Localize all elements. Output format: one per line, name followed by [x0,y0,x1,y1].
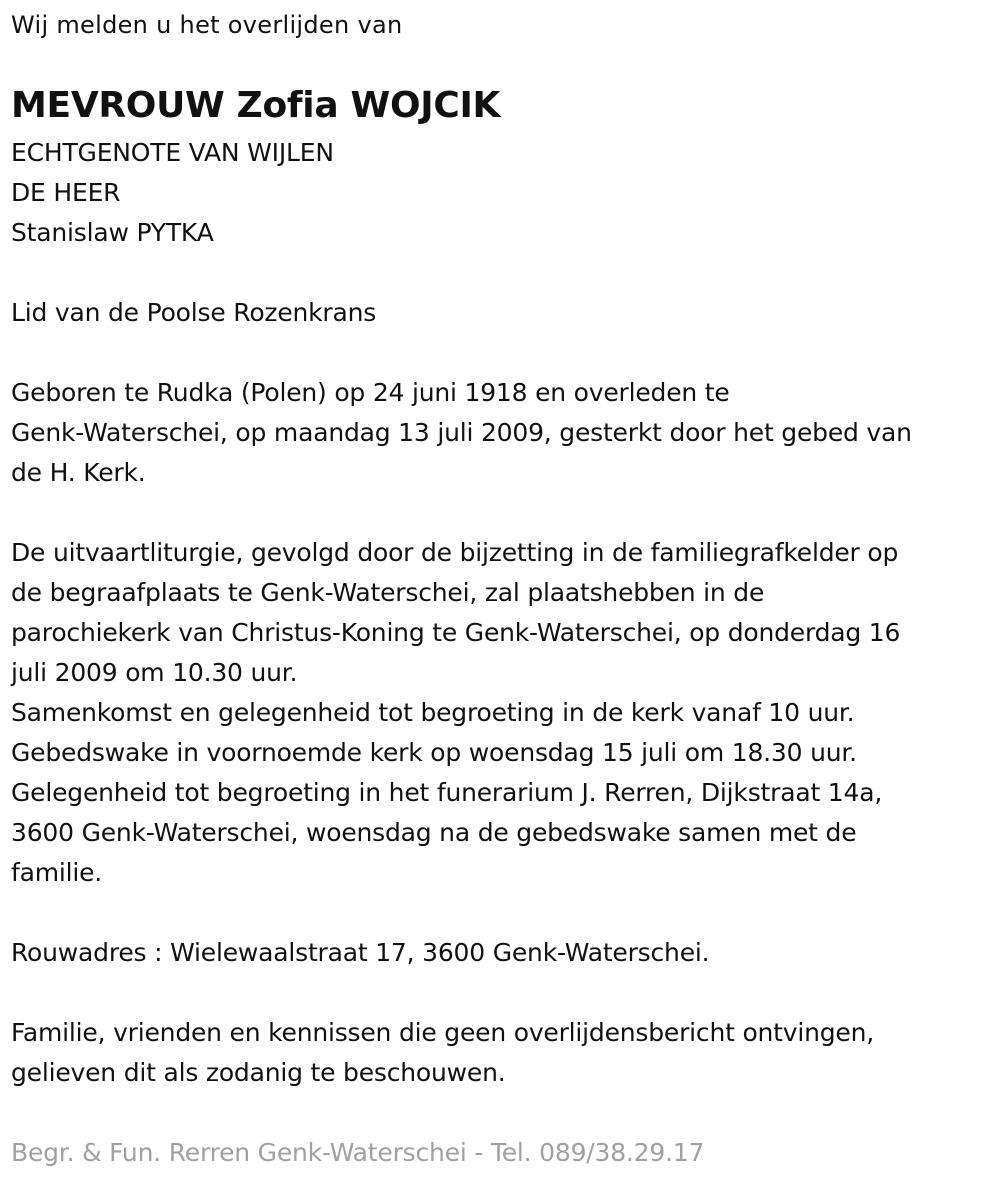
birth-death-block [11,373,912,493]
service-line: 3600 Genk-Waterschei, woensdag na de gebedswake samen met de [11,818,857,847]
birth-death-line: de H. Kerk. [11,458,146,487]
spouse-block [11,133,334,253]
birth-death-line: Genk-Waterschei, op maandag 13 juli 2009, gesterkt door het gebed van [11,418,912,447]
notice-block [11,1013,874,1093]
service-line: Samenkomst en gelegenheid tot begroeting in de kerk vanaf 10 uur. [11,698,855,727]
service-line: parochiekerk van Christus-Koning te Genk-Waterschei, op donderdag 16 [11,618,901,647]
service-line: juli 2009 om 10.30 uur. [11,658,298,687]
birth-death-line: Geboren te Rudka (Polen) op 24 juni 1918 en overleden te [11,378,730,407]
spouse-line: DE HEER [11,178,121,207]
spouse-line: Stanislaw PYTKA [11,218,214,247]
deceased-name: MEVROUW Zofia WOJCIK [11,85,501,126]
service-line: familie. [11,858,103,887]
notice-line: gelieven dit als zodanig te beschouwen. [11,1058,506,1087]
service-block [11,533,900,893]
membership-block [11,293,376,333]
service-line: de begraafplaats te Genk-Waterschei, zal plaatshebben in de [11,578,765,607]
notice-line: Familie, vrienden en kennissen die geen overlijdensbericht ontvingen, [11,1018,875,1047]
mourning-address: Rouwadres : Wielewaalstraat 17, 3600 Genk-Waterschei. [11,938,710,967]
funeral-home-footer: Begr. & Fun. Rerren Genk-Waterschei - Tel. 089/38.29.17 [11,1138,705,1167]
service-line: Gelegenheid tot begroeting in het funerarium J. Rerren, Dijkstraat 14a, [11,778,883,807]
address-block [11,933,709,973]
membership-text: Lid van de Poolse Rozenkrans [11,298,377,327]
service-line: Gebedswake in voornoemde kerk op woensdag 15 juli om 18.30 uur. [11,738,857,767]
intro-text: Wij melden u het overlijden van [11,11,403,39]
service-line: De uitvaartliturgie, gevolgd door de bijzetting in de familiegrafkelder op [11,538,899,567]
spouse-line: ECHTGENOTE VAN WIJLEN [11,138,334,167]
